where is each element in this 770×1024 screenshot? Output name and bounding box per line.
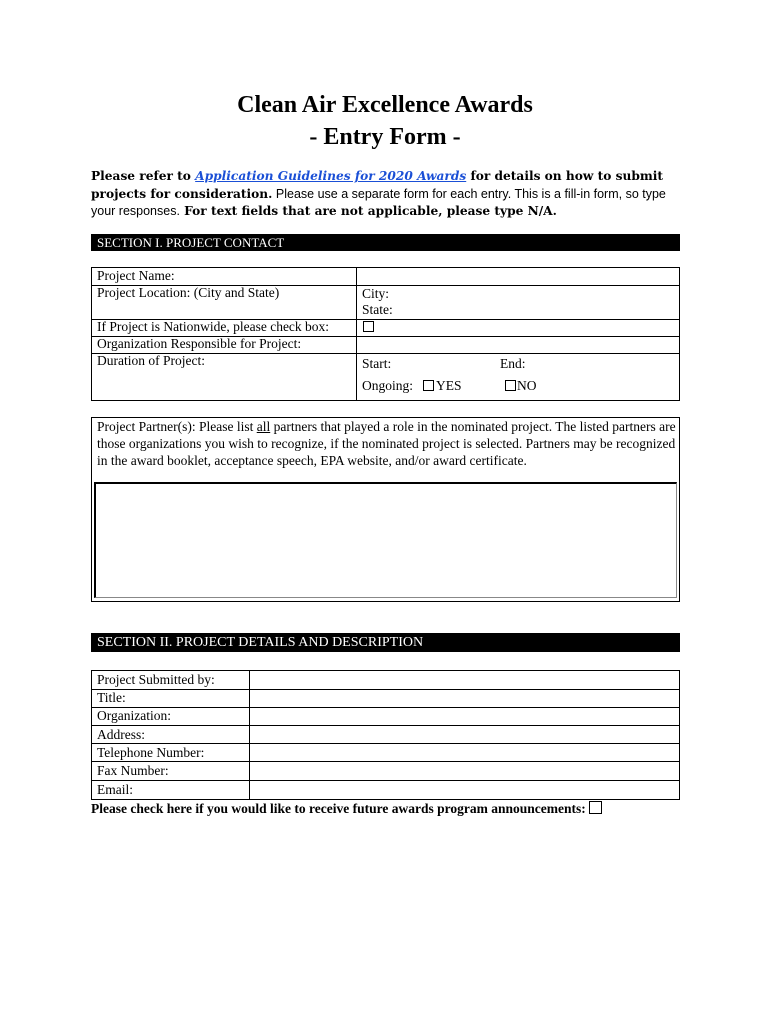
refer-prefix: Please refer to	[91, 169, 196, 183]
ongoing-yes-label: YES	[436, 378, 462, 393]
telephone-field[interactable]	[250, 743, 679, 759]
column-divider	[356, 268, 357, 400]
nationwide-checkbox[interactable]	[363, 321, 374, 332]
email-label: Email:	[97, 782, 133, 797]
intro-paragraph	[91, 168, 691, 221]
fax-field[interactable]	[250, 761, 679, 778]
submitted-by-label: Project Submitted by:	[97, 672, 215, 687]
city-label: City:	[362, 286, 390, 301]
refer-suffix: for details on how to submit projects for consideration.	[91, 169, 664, 201]
start-label: Start:	[362, 356, 392, 371]
end-label: End:	[500, 356, 526, 371]
page-subtitle: - Entry Form -	[309, 124, 461, 150]
project-partners-instructions	[97, 418, 677, 469]
na-note: For text fields that are not applicable, please type N/A.	[179, 204, 557, 218]
nationwide-label: If Project is Nationwide, please check box:	[97, 319, 330, 334]
partners-text-a: Project Partner(s): Please list	[97, 419, 257, 434]
address-field[interactable]	[250, 725, 679, 741]
guidelines-link[interactable]: Application Guidelines for 2020 Awards	[195, 169, 467, 183]
announcements-note	[91, 801, 602, 817]
address-label: Address:	[97, 727, 145, 742]
partners-text-b: partners that played a role in the nominated project. The listed partners are those organizations you wish to recognize, if the nominated project is selected. Partners may be recognized in the award booklet, acceptance speech, EPA website, and/or award certificate.	[97, 419, 676, 468]
partners-text-all: all	[256, 419, 271, 434]
organization-label-2: Organization:	[97, 708, 171, 723]
telephone-label: Telephone Number:	[97, 745, 205, 760]
project-name-field[interactable]	[357, 268, 679, 284]
email-field[interactable]	[250, 780, 679, 798]
duration-label: Duration of Project:	[97, 353, 205, 368]
section-2-heading: SECTION II. PROJECT DETAILS AND DESCRIPTION	[91, 633, 680, 652]
state-label: State:	[362, 302, 393, 317]
section-1-heading: SECTION I. PROJECT CONTACT	[91, 234, 680, 251]
ongoing-label: Ongoing:	[362, 378, 414, 393]
title-field[interactable]	[250, 689, 679, 705]
project-partners-textarea[interactable]	[94, 482, 677, 598]
submitted-by-field[interactable]	[250, 671, 679, 687]
organization-field[interactable]	[357, 336, 679, 352]
announcements-checkbox[interactable]	[589, 801, 602, 814]
project-location-label: Project Location: (City and State)	[97, 285, 280, 300]
fax-label: Fax Number:	[97, 763, 169, 778]
separate-form-note: Please use a separate form for each entry. This is a fill-in form, so type your responses.	[91, 186, 666, 218]
project-name-label: Project Name:	[97, 268, 175, 283]
title-label: Title:	[97, 690, 126, 705]
organization-label: Organization Responsible for Project:	[97, 336, 302, 351]
ongoing-yes-checkbox[interactable]	[423, 380, 434, 391]
organization-field-2[interactable]	[250, 707, 679, 723]
ongoing-no-checkbox[interactable]	[505, 380, 516, 391]
page-title: Clean Air Excellence Awards	[237, 92, 533, 118]
ongoing-no-label: NO	[517, 378, 537, 393]
announcements-label: Please check here if you would like to receive future awards program announcements:	[91, 801, 586, 816]
